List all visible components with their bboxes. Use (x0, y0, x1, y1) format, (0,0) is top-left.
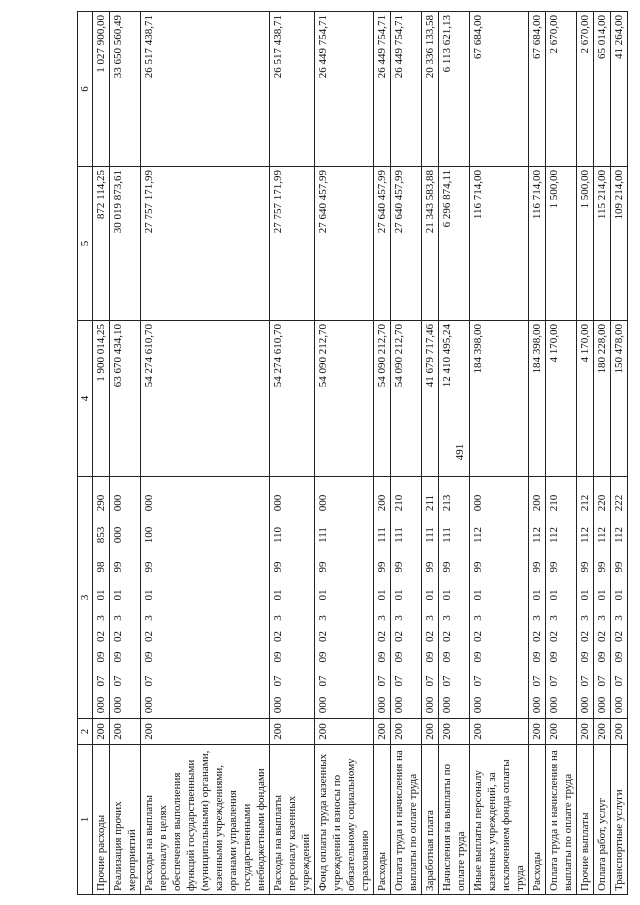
code-segment: 000 (472, 696, 484, 714)
code-segment: 000 (579, 696, 591, 714)
row-col2: 200 (470, 719, 529, 745)
row-amount-v5: 27 640 457,99 (374, 167, 391, 321)
row-col2: 200 (577, 719, 594, 745)
code-segment: 212 (579, 494, 591, 512)
code-segment: 99 (579, 561, 591, 573)
header-col-2: 2 (78, 719, 93, 745)
row-amount-v4: 54 090 212,70 (315, 321, 374, 477)
code-segment: 02 (579, 631, 591, 642)
code-segment: 99 (531, 561, 543, 573)
row-classification-code (546, 477, 577, 719)
row-amount-v5: 6 296 874,11 (439, 167, 470, 321)
code-segment: 09 (441, 651, 453, 663)
code-segment: 3 (112, 615, 124, 621)
code-segment: 000 (441, 696, 453, 714)
row-amount-v6: 2 670,00 (546, 12, 577, 167)
code-segment: 07 (596, 675, 608, 687)
row-col2: 200 (546, 719, 577, 745)
header-col-4: 4 (78, 321, 93, 477)
row-name: Расходы на выплаты персоналу казенных учреждений (270, 745, 315, 895)
row-col2: 200 (391, 719, 422, 745)
code-segment: 000 (143, 696, 155, 714)
code-segment: 99 (376, 561, 388, 573)
code-segment: 111 (317, 527, 329, 543)
row-amount-v6: 26 449 754,71 (315, 12, 374, 167)
row-amount-v5: 27 640 457,99 (315, 167, 374, 321)
row-classification-code (141, 477, 270, 719)
code-segment: 09 (95, 651, 107, 663)
code-segment: 02 (596, 631, 608, 642)
code-segment: 3 (393, 615, 405, 621)
row-name: Начисления на выплаты по оплате труда (439, 745, 470, 895)
code-segment: 000 (424, 696, 436, 714)
table-row (93, 12, 110, 895)
code-segment: 99 (472, 561, 484, 573)
row-amount-v4: 180 228,00 (594, 321, 611, 477)
row-amount-v5: 27 640 457,99 (391, 167, 422, 321)
row-name: Оплата труда и начисления на выплаты по оплате труда (546, 745, 577, 895)
code-segment: 99 (441, 561, 453, 573)
code-segment: 000 (272, 696, 284, 714)
code-segment: 01 (596, 589, 608, 601)
row-classification-code (422, 477, 439, 719)
row-name: Оплата труда и начисления на выплаты по оплате труда (391, 745, 422, 895)
code-segment: 000 (143, 494, 155, 512)
code-segment: 3 (596, 615, 608, 621)
code-segment: 111 (376, 527, 388, 543)
row-name: Иные выплаты персоналу казенных учреждений, за исключением фонда оплаты труда (470, 745, 529, 895)
code-segment: 02 (376, 631, 388, 642)
table-row (110, 12, 141, 895)
row-name: Фонд оплаты труда казенных учреждений и взносы по обязательному социальному страхованию (315, 745, 374, 895)
row-amount-v4: 54 090 212,70 (374, 321, 391, 477)
code-segment: 99 (143, 561, 155, 573)
row-col2: 200 (315, 719, 374, 745)
code-segment: 112 (596, 526, 608, 544)
row-name: Прочие расходы (93, 745, 110, 895)
row-amount-v6: 33 650 560,49 (110, 12, 141, 167)
row-col2: 200 (422, 719, 439, 745)
row-amount-v5: 115 214,00 (594, 167, 611, 321)
code-segment: 110 (272, 526, 284, 544)
row-classification-code (93, 477, 110, 719)
code-segment: 01 (472, 589, 484, 601)
code-segment: 07 (272, 675, 284, 687)
row-amount-v4: 54 090 212,70 (391, 321, 422, 477)
row-amount-v4: 150 478,00 (611, 321, 628, 477)
row-classification-code (439, 477, 470, 719)
row-amount-v5: 116 714,00 (470, 167, 529, 321)
table-row (141, 12, 270, 895)
code-segment: 111 (441, 527, 453, 543)
code-segment: 09 (317, 651, 329, 663)
row-amount-v6: 20 336 133,58 (422, 12, 439, 167)
code-segment: 02 (472, 631, 484, 642)
code-segment: 112 (613, 526, 625, 544)
row-amount-v4: 4 170,00 (546, 321, 577, 477)
row-amount-v4: 54 274 610,70 (141, 321, 270, 477)
code-segment: 99 (424, 561, 436, 573)
code-segment: 000 (112, 494, 124, 512)
code-segment: 200 (376, 494, 388, 512)
code-segment: 99 (613, 561, 625, 573)
row-amount-v5: 1 500,00 (546, 167, 577, 321)
code-segment: 02 (112, 631, 124, 642)
row-classification-code (391, 477, 422, 719)
code-segment: 3 (531, 615, 543, 621)
code-segment: 112 (472, 526, 484, 544)
code-segment: 07 (548, 675, 560, 687)
code-segment: 02 (441, 631, 453, 642)
code-segment: 3 (317, 615, 329, 621)
row-amount-v6: 26 449 754,71 (391, 12, 422, 167)
row-amount-v5: 116 714,00 (529, 167, 546, 321)
row-col2: 200 (93, 719, 110, 745)
code-segment: 07 (472, 675, 484, 687)
row-amount-v5: 27 757 171,99 (270, 167, 315, 321)
page-number: 491 (454, 443, 466, 461)
code-segment: 000 (393, 696, 405, 714)
table-row (315, 12, 374, 895)
code-segment: 210 (393, 494, 405, 512)
code-segment: 01 (441, 589, 453, 601)
code-segment: 290 (95, 494, 107, 512)
budget-table-container (77, 12, 625, 895)
code-segment: 07 (143, 675, 155, 687)
row-name: Заработная плата (422, 745, 439, 895)
code-segment: 02 (424, 631, 436, 642)
row-classification-code (594, 477, 611, 719)
header-row (78, 12, 93, 895)
code-segment: 07 (613, 675, 625, 687)
code-segment: 07 (112, 675, 124, 687)
table-row (391, 12, 422, 895)
code-segment: 111 (393, 527, 405, 543)
code-segment: 99 (393, 561, 405, 573)
table-row (611, 12, 628, 895)
code-segment: 211 (424, 494, 436, 512)
row-amount-v5: 30 019 873,61 (110, 167, 141, 321)
row-amount-v4: 63 670 434,10 (110, 321, 141, 477)
row-amount-v6: 67 684,00 (470, 12, 529, 167)
code-segment: 99 (317, 561, 329, 573)
code-segment: 111 (424, 527, 436, 543)
table-row (577, 12, 594, 895)
code-segment: 01 (393, 589, 405, 601)
code-segment: 09 (272, 651, 284, 663)
row-name: Оплата работ, услуг (594, 745, 611, 895)
row-name: Прочие выплаты (577, 745, 594, 895)
row-amount-v6: 2 670,00 (577, 12, 594, 167)
row-amount-v6: 67 684,00 (529, 12, 546, 167)
row-amount-v4: 54 274 610,70 (270, 321, 315, 477)
table-row (374, 12, 391, 895)
row-classification-code (470, 477, 529, 719)
row-amount-v4: 184 398,00 (470, 321, 529, 477)
code-segment: 3 (272, 615, 284, 621)
budget-table (77, 11, 628, 895)
row-col2: 200 (594, 719, 611, 745)
row-name: Расходы на выплаты персоналу в целях обеспечения выполнения функций государственными (муниципальными) органами, казенными учреждениями, органами управления государственными внебюджетными фондами (141, 745, 270, 895)
code-segment: 09 (393, 651, 405, 663)
code-segment: 09 (472, 651, 484, 663)
row-amount-v5: 1 500,00 (577, 167, 594, 321)
code-segment: 000 (112, 696, 124, 714)
code-segment: 3 (95, 615, 107, 621)
code-segment: 100 (143, 526, 155, 544)
code-segment: 09 (424, 651, 436, 663)
code-segment: 3 (441, 615, 453, 621)
code-segment: 01 (112, 589, 124, 601)
code-segment: 09 (112, 651, 124, 663)
row-name: Реализация прочих мероприятий (110, 745, 141, 895)
row-classification-code (374, 477, 391, 719)
code-segment: 000 (472, 494, 484, 512)
row-amount-v5: 872 114,25 (93, 167, 110, 321)
table-row (422, 12, 439, 895)
code-segment: 07 (579, 675, 591, 687)
row-amount-v4: 184 398,00 (529, 321, 546, 477)
code-segment: 07 (317, 675, 329, 687)
row-amount-v4: 41 679 717,46 (422, 321, 439, 477)
code-segment: 000 (317, 696, 329, 714)
code-segment: 99 (596, 561, 608, 573)
row-amount-v6: 26 517 438,71 (141, 12, 270, 167)
code-segment: 07 (424, 675, 436, 687)
row-col2: 200 (439, 719, 470, 745)
code-segment: 01 (424, 589, 436, 601)
code-segment: 3 (472, 615, 484, 621)
row-classification-code (611, 477, 628, 719)
code-segment: 02 (393, 631, 405, 642)
row-col2: 200 (110, 719, 141, 745)
table-row (594, 12, 611, 895)
code-segment: 01 (272, 589, 284, 601)
code-segment: 09 (579, 651, 591, 663)
header-col-6: 6 (78, 12, 93, 167)
row-amount-v6: 26 449 754,71 (374, 12, 391, 167)
code-segment: 02 (317, 631, 329, 642)
code-segment: 01 (376, 589, 388, 601)
code-segment: 02 (95, 631, 107, 642)
row-name: Транспортные услуги (611, 745, 628, 895)
code-segment: 200 (531, 494, 543, 512)
code-segment: 09 (548, 651, 560, 663)
row-col2: 200 (529, 719, 546, 745)
row-amount-v4: 1 900 014,25 (93, 321, 110, 477)
code-segment: 3 (613, 615, 625, 621)
row-amount-v6: 6 113 621,13 (439, 12, 470, 167)
code-segment: 07 (95, 675, 107, 687)
header-col-1: 1 (78, 745, 93, 895)
code-segment: 99 (548, 561, 560, 573)
table-row (529, 12, 546, 895)
row-classification-code (110, 477, 141, 719)
code-segment: 07 (393, 675, 405, 687)
row-amount-v4: 4 170,00 (577, 321, 594, 477)
row-name: Расходы (529, 745, 546, 895)
code-segment: 07 (441, 675, 453, 687)
header-col-5: 5 (78, 167, 93, 321)
row-col2: 200 (611, 719, 628, 745)
code-segment: 3 (376, 615, 388, 621)
rotated-table (77, 12, 625, 895)
code-segment: 09 (376, 651, 388, 663)
code-segment: 01 (548, 589, 560, 601)
row-name: Расходы (374, 745, 391, 895)
row-amount-v5: 109 214,00 (611, 167, 628, 321)
code-segment: 210 (548, 494, 560, 512)
code-segment: 000 (272, 494, 284, 512)
code-segment: 000 (596, 696, 608, 714)
code-segment: 3 (143, 615, 155, 621)
table-body (93, 12, 628, 895)
row-amount-v6: 26 517 438,71 (270, 12, 315, 167)
code-segment: 01 (613, 589, 625, 601)
table-row (270, 12, 315, 895)
code-segment: 3 (579, 615, 591, 621)
row-col2: 200 (374, 719, 391, 745)
table-row (439, 12, 470, 895)
row-amount-v6: 1 027 900,00 (93, 12, 110, 167)
header-col-3: 3 (78, 477, 93, 719)
code-segment: 09 (143, 651, 155, 663)
code-segment: 07 (531, 675, 543, 687)
row-classification-code (315, 477, 374, 719)
code-segment: 01 (95, 589, 107, 601)
code-segment: 000 (112, 526, 124, 544)
code-segment: 98 (95, 561, 107, 573)
row-classification-code (270, 477, 315, 719)
code-segment: 99 (272, 561, 284, 573)
code-segment: 112 (531, 526, 543, 544)
code-segment: 09 (613, 651, 625, 663)
code-segment: 01 (579, 589, 591, 601)
code-segment: 02 (613, 631, 625, 642)
code-segment: 3 (548, 615, 560, 621)
row-amount-v6: 41 264,00 (611, 12, 628, 167)
row-amount-v5: 21 343 583,88 (422, 167, 439, 321)
code-segment: 3 (424, 615, 436, 621)
table-row (470, 12, 529, 895)
code-segment: 99 (112, 561, 124, 573)
code-segment: 000 (548, 696, 560, 714)
code-segment: 02 (272, 631, 284, 642)
code-segment: 02 (531, 631, 543, 642)
code-segment: 000 (613, 696, 625, 714)
code-segment: 220 (596, 494, 608, 512)
code-segment: 000 (95, 696, 107, 714)
code-segment: 222 (613, 494, 625, 512)
table-row (546, 12, 577, 895)
code-segment: 213 (441, 494, 453, 512)
code-segment: 853 (95, 526, 107, 544)
code-segment: 112 (548, 526, 560, 544)
code-segment: 09 (596, 651, 608, 663)
code-segment: 01 (143, 589, 155, 601)
code-segment: 000 (317, 494, 329, 512)
row-classification-code (577, 477, 594, 719)
code-segment: 112 (579, 526, 591, 544)
code-segment: 01 (317, 589, 329, 601)
code-segment: 000 (531, 696, 543, 714)
row-col2: 200 (270, 719, 315, 745)
code-segment: 09 (531, 651, 543, 663)
code-segment: 02 (548, 631, 560, 642)
code-segment: 01 (531, 589, 543, 601)
row-col2: 200 (141, 719, 270, 745)
code-segment: 07 (376, 675, 388, 687)
row-amount-v6: 65 014,00 (594, 12, 611, 167)
row-classification-code (529, 477, 546, 719)
row-amount-v5: 27 757 171,99 (141, 167, 270, 321)
row-amount-v4: 12 410 495,24 (439, 321, 470, 477)
code-segment: 02 (143, 631, 155, 642)
code-segment: 000 (376, 696, 388, 714)
